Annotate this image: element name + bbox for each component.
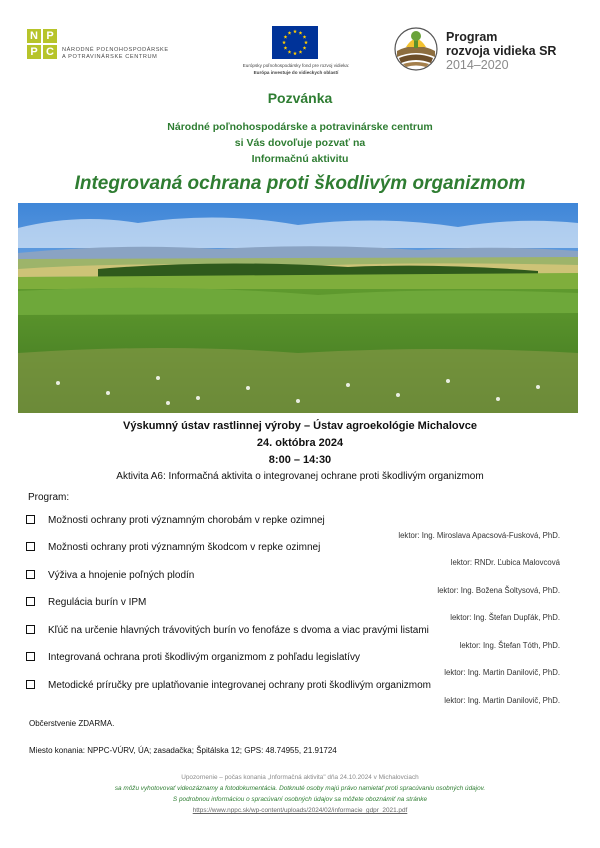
eu-caption	[222, 62, 370, 76]
program-item-lector: lektor: Ing. Štefan Tóth, PhD.	[459, 641, 560, 650]
nppc-name-line2: A POTRAVINÁRSKE CENTRUM	[62, 54, 158, 60]
program-item-title: Integrovaná ochrana proti škodlivým organizmom z pohľadu legislatívy	[48, 652, 360, 663]
program-item-title: Výživa a hnojenie poľných plodín	[48, 570, 195, 581]
program-item-lector: lektor: Ing. Martin Danilovič, PhD.	[444, 668, 560, 677]
rural-program-logo-icon	[394, 27, 438, 71]
program-item-title: Metodické príručky pre uplatňovanie integrovanej ochrany proti škodlivým organizmom	[48, 680, 431, 691]
checkbox-icon	[26, 652, 35, 661]
eu-flag-icon	[272, 26, 318, 59]
program-item	[26, 570, 194, 581]
event-date: 24. októbra 2024	[256, 437, 344, 449]
intro-line-2: si Vás dovoľuje pozvať na	[234, 137, 366, 149]
program-item-title: Kľúč na určenie hlavných trávovitých burín vo fenofáze s dvoma a viac pravými listami	[48, 625, 429, 636]
program-item-title: Možnosti ochrany proti významným škodcom v repke ozimnej	[48, 542, 321, 553]
refreshments-note: Občerstvenie ZDARMA.	[29, 719, 115, 728]
eu-caption-line2: Európa investuje do vidieckych oblastí	[253, 70, 339, 75]
program-item	[26, 597, 146, 608]
checkbox-icon	[26, 597, 35, 606]
program-item-lector: lektor: Ing. Božena Šoltysová, PhD.	[437, 586, 560, 595]
event-venue: Výskumný ústav rastlinnej výroby – Ústav agroekológie Michalovce	[123, 420, 477, 432]
program-item-lector: lektor: Ing. Miroslava Apacsová-Fusková, PhD.	[398, 531, 560, 540]
checkbox-icon	[26, 625, 35, 634]
rural-program-title-line1: Program	[446, 30, 498, 44]
invitation-heading: Pozvánka	[267, 90, 333, 106]
gdpr-notice	[0, 772, 600, 816]
event-activity: Aktivita A6: Informačná aktivita o integrovanej ochrane proti škodlivým organizmom	[116, 471, 484, 482]
rural-program-title-line2: rozvoja vidieka SR	[446, 44, 557, 58]
event-title: Integrovaná ochrana proti škodlivým organizmom	[74, 173, 526, 194]
program-item-title: Možnosti ochrany proti významným chorobám v repke ozimnej	[48, 515, 325, 526]
nppc-logo	[27, 29, 57, 59]
gdpr-notice-line1: Upozornenie – počas konania „Informačná aktivita" dňa 24.10.2024 v Michalovciach	[181, 774, 419, 781]
checkbox-icon	[26, 515, 35, 524]
checkbox-icon	[26, 542, 35, 551]
gdpr-notice-line3: S podrobnou informáciou o spracúvaní osobných údajov sa môžete oboznámiť na stránke	[172, 796, 428, 803]
gdpr-notice-line2: sa môžu vyhotovovať videozáznamy a fotodokumentácia. Dotknuté osoby majú právo namietať proti spracúvaniu osobných údajov.	[114, 785, 486, 792]
nppc-letter: P	[27, 45, 41, 59]
rural-program-title	[446, 30, 556, 58]
nppc-letter: C	[43, 45, 57, 59]
eu-caption-line1: Európsky poľnohospodársky fond pre rozvoj vidieka:	[242, 63, 350, 68]
nppc-name-line1: NÁRODNÉ POĽNOHOSPODÁRSKE	[62, 47, 169, 53]
nppc-letter: N	[27, 29, 41, 43]
event-time: 8:00 – 14:30	[268, 454, 332, 466]
program-item	[26, 515, 325, 526]
intro-line-3: Informačnú aktivitu	[251, 153, 349, 165]
nppc-letter: P	[43, 29, 57, 43]
program-item	[26, 625, 429, 636]
program-item-lector: lektor: Ing. Štefan Dupľák, PhD.	[450, 613, 560, 622]
landscape-photo	[18, 203, 578, 413]
program-item	[26, 542, 320, 553]
gdpr-link[interactable]: https://www.nppc.sk/wp-content/uploads/2024/02/informacie_gdpr_2021.pdf	[192, 807, 408, 814]
checkbox-icon	[26, 570, 35, 579]
checkbox-icon	[26, 680, 35, 689]
program-item-title: Regulácia burín v IPM	[48, 597, 147, 608]
program-item-lector: lektor: RNDr. Ľubica Malovcová	[450, 558, 560, 567]
location-note: Miesto konania: NPPC-VÚRV, ÚA; zasadačka; Špitálska 12; GPS: 48.74955, 21.91724	[29, 746, 337, 755]
rural-program-years: 2014–2020	[446, 58, 509, 72]
program-item	[26, 652, 360, 663]
program-label: Program:	[28, 492, 70, 503]
program-item	[26, 680, 431, 691]
intro-line-1: Národné poľnohospodárske a potravinárske centrum	[167, 121, 433, 133]
nppc-name	[62, 47, 169, 61]
program-item-lector: lektor: Ing. Martin Danilovič, PhD.	[444, 696, 560, 705]
